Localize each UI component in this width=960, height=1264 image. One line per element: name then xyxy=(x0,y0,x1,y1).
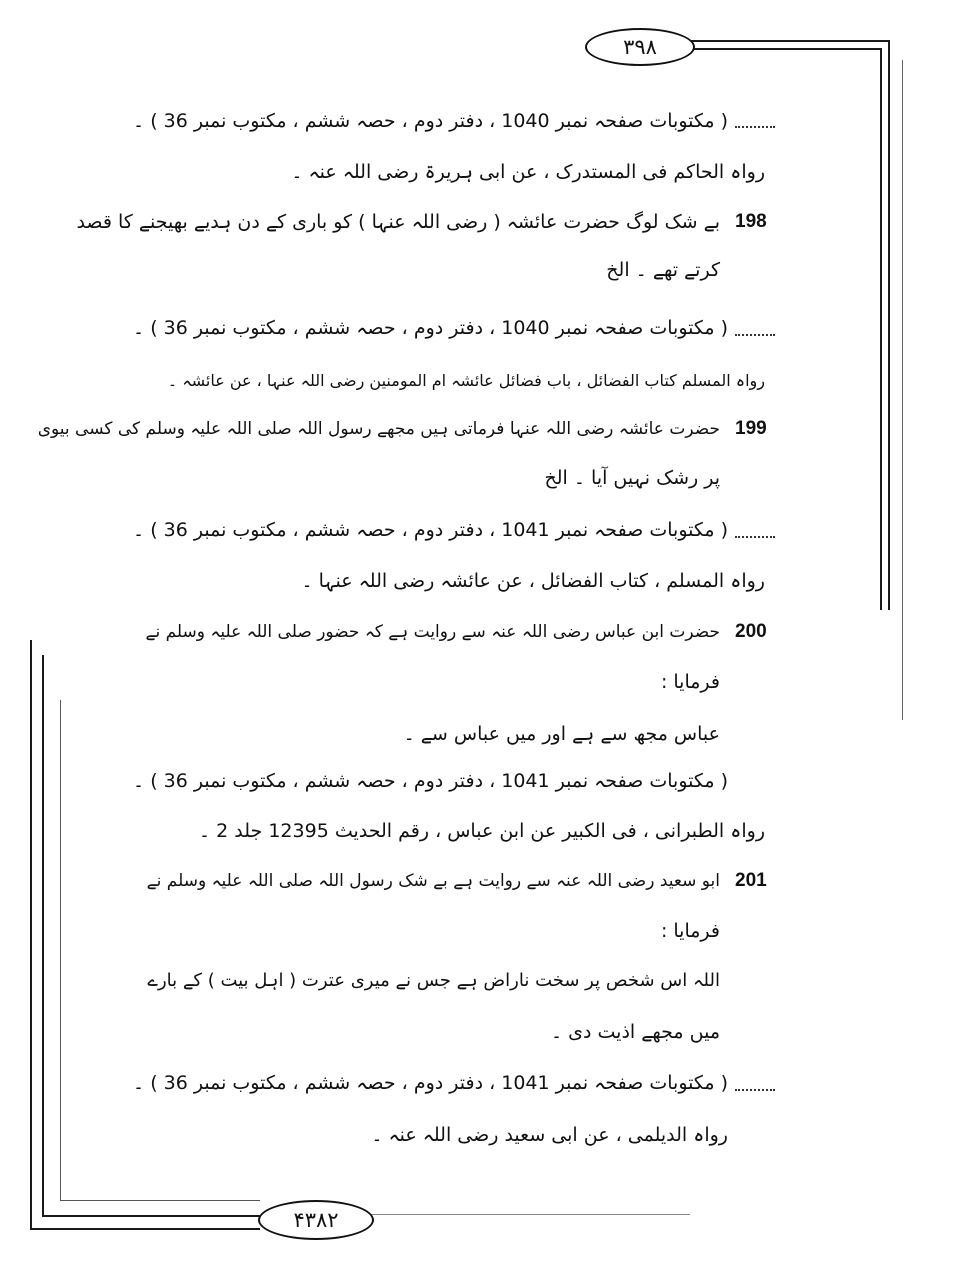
narration-line: رواہ الطبرانی ، فی الکبیر عن ابن عباس ، رقم الحدیث 12395 جلد 2 ۔ xyxy=(198,820,765,842)
dotted-leader xyxy=(735,1089,775,1091)
hadith-text: عباس مجھ سے ہے اور میں عباس سے ۔ xyxy=(403,723,720,745)
entry-number-201: 201 xyxy=(735,870,767,891)
entry-text: حضرت عائشہ رضی اللہ عنہا فرماتی ہیں مجھے رسول اللہ صلی اللہ علیہ وسلم کی کسی بیوی xyxy=(37,419,720,439)
dotted-leader xyxy=(735,334,775,336)
entry-text: بے شک لوگ حضرت عائشہ ( رضی اللہ عنہا ) کو باری کے دن ہدیے بھیجنے کا قصد xyxy=(76,211,720,233)
frame-right-shadow xyxy=(902,60,903,720)
frame-right-outer xyxy=(888,40,890,610)
top-page-number-text: ۳۹۸ xyxy=(623,35,657,59)
frame-bottom-right xyxy=(370,1214,690,1215)
frame-left-outer xyxy=(30,640,32,1230)
narration-line: رواہ المسلم کتاب الفضائل ، باب فضائل عائشہ ام المومنین رضی اللہ عنہا ، عن عائشہ ۔ xyxy=(167,371,765,390)
entry-number-199: 199 xyxy=(735,418,767,439)
entry-text: حضرت ابن عباس رضی اللہ عنہ سے روایت ہے کہ حضور صلی اللہ علیہ وسلم نے xyxy=(145,622,720,642)
entry-text-continuation: فرمایا : xyxy=(660,920,720,942)
entry-number-200: 200 xyxy=(735,621,767,642)
frame-bottom-inner xyxy=(42,1215,260,1217)
entry-text: ابو سعید رضی اللہ عنہ سے روایت ہے بے شک رسول اللہ صلی اللہ علیہ وسلم نے xyxy=(146,871,720,891)
entry-number-198: 198 xyxy=(735,211,767,232)
top-page-number xyxy=(585,28,695,66)
frame-right-inner xyxy=(880,48,882,610)
narration-line: رواہ الحاکم فی المستدرک ، عن ابی ہریرۃ رضی اللہ عنہ ۔ xyxy=(291,161,765,183)
entry-text-continuation: پر رشک نہیں آیا ۔ الخ xyxy=(544,467,720,489)
frame-left-inner2 xyxy=(60,700,61,1200)
hadith-text: اللہ اس شخص پر سخت ناراض ہے جس نے میری عترت ( اہل بیت ) کے بارے xyxy=(147,970,720,991)
entry-text-continuation: فرمایا : xyxy=(660,671,720,693)
frame-bottom-outer xyxy=(30,1228,260,1230)
narration-line: رواہ المسلم ، کتاب الفضائل ، عن عائشہ رضی اللہ عنہا ۔ xyxy=(301,570,765,592)
entry-text-continuation: کرتے تھے ۔ الخ xyxy=(606,259,720,281)
bottom-page-number-text: ۴۳۸۲ xyxy=(293,1208,339,1232)
dotted-leader xyxy=(735,126,775,128)
frame-top-inner xyxy=(690,48,882,50)
reference-line: ( مکتوبات صفحہ نمبر 1041 ، دفتر دوم ، حصہ ششم ، مکتوب نمبر 36 ) ۔ xyxy=(133,770,728,792)
dotted-leader xyxy=(735,536,775,538)
narration-line: رواہ الدیلمی ، عن ابی سعید رضی اللہ عنہ ۔ xyxy=(371,1124,728,1146)
reference-line: ( مکتوبات صفحہ نمبر 1040 ، دفتر دوم ، حصہ ششم ، مکتوب نمبر 36 ) ۔ xyxy=(133,110,728,132)
frame-left-inner xyxy=(42,655,44,1215)
reference-line: ( مکتوبات صفحہ نمبر 1040 ، دفتر دوم ، حصہ ششم ، مکتوب نمبر 36 ) ۔ xyxy=(133,317,728,339)
hadith-text-continuation: میں مجھے اذیت دی ۔ xyxy=(550,1021,720,1043)
frame-bottom-inner2 xyxy=(60,1200,260,1201)
frame-top-outer xyxy=(690,40,890,42)
reference-line: ( مکتوبات صفحہ نمبر 1041 ، دفتر دوم ، حصہ ششم ، مکتوب نمبر 36 ) ۔ xyxy=(133,519,728,541)
bottom-page-number xyxy=(258,1200,374,1240)
reference-line: ( مکتوبات صفحہ نمبر 1041 ، دفتر دوم ، حصہ ششم ، مکتوب نمبر 36 ) ۔ xyxy=(133,1072,728,1094)
